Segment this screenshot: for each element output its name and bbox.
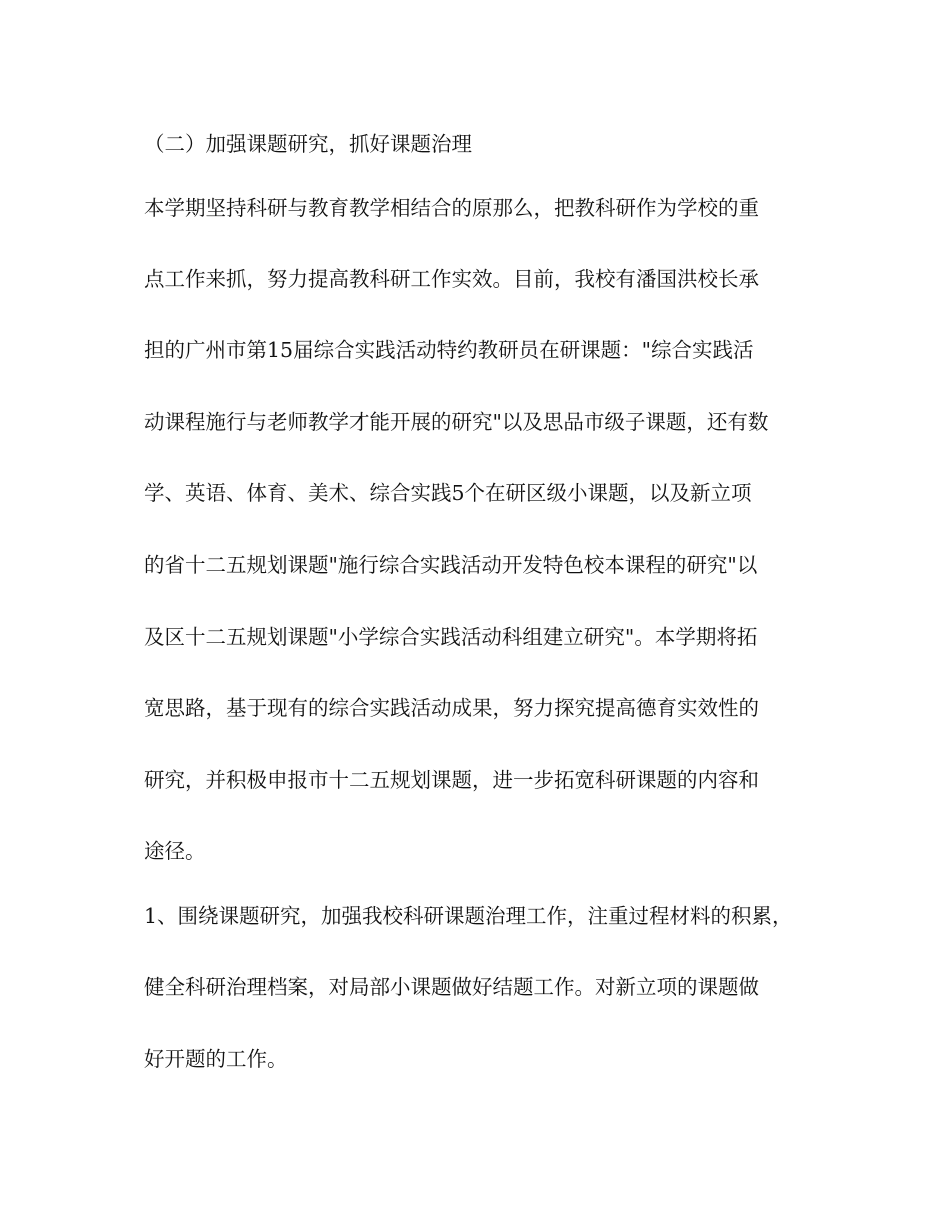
- list-item-line: 1、围绕课题研究，加强我校科研课题治理工作，注重过程材料的积累，: [144, 904, 793, 928]
- paragraph-line: 本学期坚持科研与教育教学相结合的原那么，把教科研作为学校的重: [144, 196, 759, 220]
- paragraph-line: 学、英语、体育、美术、综合实践5个在研区级小课题，以及新立项: [144, 481, 752, 505]
- section-heading: （二）加强课题研究，抓好课题治理: [144, 132, 472, 156]
- paragraph-line: 宽思路，基于现有的综合实践活动成果，努力探究提高德育实效性的: [144, 696, 759, 720]
- paragraph-line: 的省十二五规划课题"施行综合实践活动开发特色校本课程的研究"以: [144, 553, 758, 577]
- list-item-line: 健全科研治理档案，对局部小课题做好结题工作。对新立项的课题做: [144, 975, 759, 999]
- paragraph-line: 动课程施行与老师教学才能开展的研究"以及思品市级子课题，还有数: [144, 410, 769, 434]
- paragraph-line: 途径。: [144, 839, 206, 863]
- paragraph-line: 点工作来抓，努力提高教科研工作实效。目前，我校有潘国洪校长承: [144, 267, 759, 291]
- paragraph-line: 研究，并积极申报市十二五规划课题，进一步拓宽科研课题的内容和: [144, 768, 759, 792]
- paragraph-line: 及区十二五规划课题"小学综合实践活动科组建立研究"。本学期将拓: [144, 625, 758, 649]
- list-item-line: 好开题的工作。: [144, 1047, 288, 1071]
- paragraph-line: 担的广州市第15届综合实践活动特约教研员在研课题："综合实践活: [144, 338, 754, 362]
